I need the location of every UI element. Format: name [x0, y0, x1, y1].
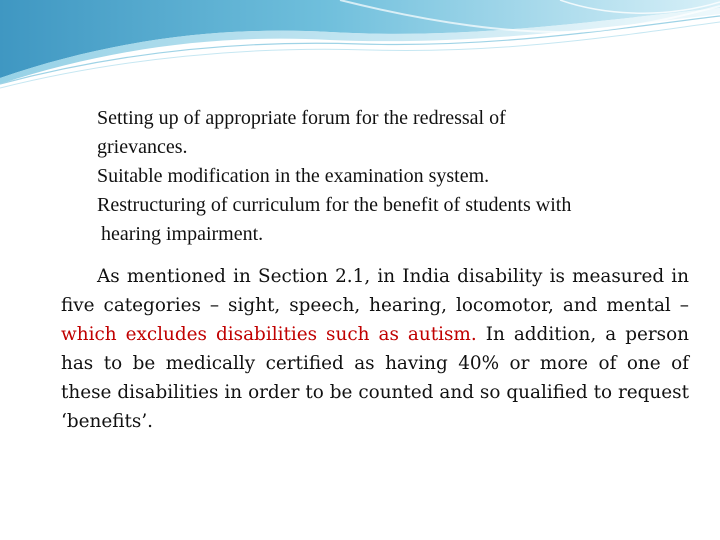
- paragraph-text-start: As mentioned in Section 2.1, in India disability is measured in five categories – sight, speech, hearing, locomotor, and mental –: [61, 266, 689, 316]
- paragraph-text-end: In addition, a person has to be medically certified as having 40% or more of one of these disabilities in order to be counted and so qualified to request ‘benefits’.: [61, 324, 690, 432]
- paragraph-highlight: which excludes disabilities such as autism.: [61, 324, 477, 345]
- bullet-list: [97, 104, 687, 249]
- bullet-line: grievances.: [97, 136, 188, 158]
- body-paragraph: [61, 262, 689, 436]
- bullet-line: hearing impairment.: [101, 223, 264, 245]
- header-wave-decoration: [0, 0, 720, 90]
- bullet-line: Setting up of appropriate forum for the redressal of: [97, 107, 506, 129]
- bullet-line: Restructuring of curriculum for the benefit of students with: [97, 194, 572, 216]
- bullet-line: Suitable modification in the examination system.: [97, 165, 490, 187]
